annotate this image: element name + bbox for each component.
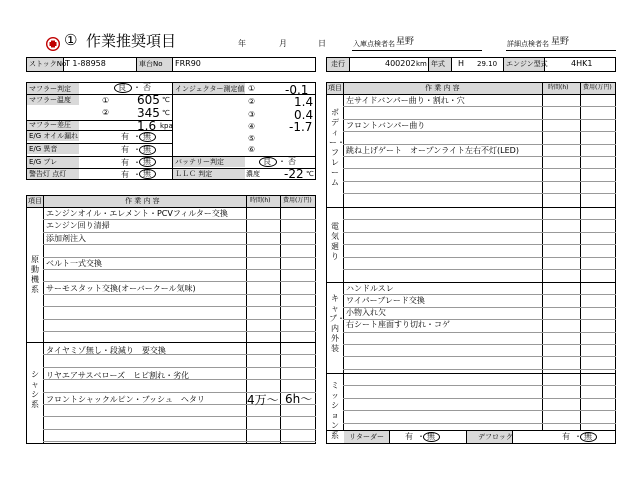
- inj-num-1: ①: [248, 84, 256, 93]
- table-rule: [343, 244, 616, 245]
- battery-label: バッテリー判定: [175, 158, 224, 166]
- right-col-cost: 費用(万円): [583, 84, 612, 91]
- oil-yes: 有: [121, 132, 129, 141]
- table-rule: [343, 168, 616, 169]
- mission-section-label: ミッション系: [331, 381, 339, 440]
- chassis-row-2: リヤエアサスベローズ ヒビ割れ・劣化: [46, 371, 190, 380]
- day-label: 日: [318, 39, 326, 48]
- engine-section-label: 原動機系: [31, 255, 39, 294]
- month-label: 月: [279, 39, 287, 48]
- inspector-label: 入庫点検者名: [353, 40, 395, 48]
- muffler-bad: 否: [143, 83, 151, 92]
- inj-num-5: ⑤: [248, 134, 256, 143]
- muffler-judge-label: マフラー判定: [29, 85, 71, 93]
- muffler-diff-label: マフラー差圧: [29, 121, 71, 129]
- electric-section-label: 電気廻り: [331, 222, 339, 261]
- injector-label: インジェクター測定値: [175, 85, 245, 93]
- engine-row-3: 添加剤注入: [46, 234, 86, 243]
- muffler-temp-label: マフラー温度: [29, 96, 71, 104]
- table-rule: [343, 269, 616, 270]
- noise-label: E/G 異音: [29, 145, 58, 153]
- sep-dot: ・: [133, 132, 141, 141]
- stock-label: ストックNo: [29, 60, 67, 68]
- chassis-row-1: タイヤミゾ無し・段減り 要交換: [46, 346, 166, 355]
- llc-value: -22: [284, 167, 304, 181]
- table-rule: [43, 257, 316, 258]
- battery-good: 良: [263, 157, 271, 166]
- llc-celsius: ℃: [306, 170, 314, 178]
- concentration-label: 濃度: [246, 170, 260, 178]
- celsius-1: ℃: [162, 96, 170, 104]
- chassis-time: 4万～: [247, 393, 279, 407]
- muffler-diff-value: 1.6: [137, 119, 157, 133]
- inj-num-6: ⑥: [248, 145, 256, 154]
- difflock-none: 無: [584, 432, 592, 441]
- noise-none: 無: [143, 145, 151, 154]
- brand-logo-icon: [46, 36, 60, 50]
- table-rule: [343, 369, 616, 370]
- table-rule: [343, 106, 616, 107]
- era-value: H: [458, 59, 465, 68]
- injector-1: -0.1: [285, 83, 309, 97]
- chassis-cost: 6h～: [285, 392, 313, 406]
- vib-none: 無: [143, 157, 151, 166]
- vibration-label: E/G ブレ: [29, 158, 58, 166]
- mileage-label: 走行: [331, 60, 345, 68]
- table-rule: [343, 344, 616, 345]
- table-rule: [343, 144, 616, 145]
- left-col-time: 時間(h): [250, 197, 271, 204]
- muffler-temp-2: 345: [137, 106, 160, 120]
- temp-num-1: ①: [102, 96, 110, 105]
- right-col-work: 作 業 内 容: [425, 84, 460, 92]
- sep-dot: ・: [133, 170, 141, 179]
- retarder-none: 無: [427, 432, 435, 441]
- table-rule: [43, 294, 316, 295]
- stock-value: T 1-88958: [65, 59, 106, 68]
- sep-dot: ・: [417, 432, 425, 441]
- injector-4: -1.7: [289, 120, 313, 134]
- inspector-name: 星野: [396, 37, 415, 47]
- injector-3: 0.4: [294, 108, 314, 122]
- celsius-2: ℃: [162, 109, 170, 117]
- body-row-1: 左サイドバンパー曲り・割れ・穴: [346, 96, 465, 105]
- engine-row-1: エンジンオイル・エレメント・PCVフィルター交換: [46, 209, 228, 218]
- body-row-2: フロントバンパー曲り: [346, 121, 426, 130]
- cab-row-4: 右シート座面すり切れ・コゲ: [346, 320, 450, 329]
- kpa-unit: kpa: [160, 122, 173, 130]
- engine-label: エンジン型式: [506, 60, 548, 68]
- engine-row-5: サーモスタット交換(オーバークール気味): [46, 284, 196, 293]
- table-rule: [343, 385, 616, 386]
- cab-row-2: ワイパーブレード交換: [346, 296, 425, 305]
- table-rule: [43, 219, 316, 220]
- table-rule: [43, 441, 316, 442]
- injector-2: 1.4: [294, 95, 314, 109]
- page-title: 作業推奨項目: [86, 32, 177, 50]
- year-model-value: 29.10: [477, 60, 498, 68]
- table-rule: [343, 232, 616, 233]
- table-rule: [343, 410, 616, 411]
- chassis-section-label: シャシ系: [31, 370, 39, 409]
- cab-row-1: ハンドルスレ: [346, 284, 394, 293]
- sep-dot: ・: [278, 157, 286, 166]
- table-rule: [343, 423, 616, 424]
- table-rule: [343, 131, 616, 132]
- detail-inspector-label: 詳細点検者名: [507, 40, 549, 48]
- table-rule: [343, 181, 616, 182]
- left-col-work: 作 業 内 容: [125, 197, 160, 205]
- muffler-good: 良: [118, 83, 126, 92]
- muffler-temp-1: 605: [137, 93, 160, 107]
- table-rule: [43, 331, 316, 332]
- chassis-row-3: フロントシャックルピン・ブッシュ ヘタリ: [46, 395, 205, 404]
- table-rule: [343, 257, 616, 258]
- table-rule: [343, 398, 616, 399]
- cab-section-label: キャブ・内外装: [329, 294, 345, 353]
- oil-none: 無: [143, 132, 151, 141]
- left-col-item: 項目: [28, 197, 42, 205]
- warn-yes: 有: [121, 170, 129, 179]
- oil-leak-label: E/G オイル漏れ: [29, 132, 79, 140]
- engine-row-4: ベルト一式交換: [46, 259, 102, 268]
- retarder-yes: 有: [405, 432, 413, 441]
- battery-bad: 否: [288, 157, 296, 166]
- retarder-label: リターダー: [349, 433, 384, 441]
- table-rule: [43, 306, 316, 307]
- model-value: FRR90: [175, 59, 201, 68]
- table-rule: [343, 119, 616, 120]
- warn-none: 無: [143, 169, 151, 178]
- year-model-label: 年式: [431, 60, 445, 68]
- table-rule: [343, 332, 616, 333]
- table-rule: [43, 244, 316, 245]
- table-rule: [343, 193, 616, 194]
- table-rule: [43, 232, 316, 233]
- engine-value: 4HK1: [571, 59, 593, 68]
- difflock-yes: 有: [562, 432, 570, 441]
- body-section-label: ボディー・フレーム: [329, 108, 345, 187]
- table-rule: [343, 356, 616, 357]
- mileage-unit: km: [416, 60, 427, 68]
- model-label: 車台No: [139, 60, 163, 68]
- sep-dot: ・: [133, 158, 141, 167]
- vib-yes: 有: [121, 158, 129, 167]
- sep-dot: ・: [133, 83, 141, 92]
- table-rule: [43, 429, 316, 430]
- sep-dot: ・: [133, 145, 141, 154]
- circle-number: ①: [64, 31, 78, 49]
- warning-light-label: 警告灯 点灯: [29, 170, 67, 178]
- right-col-item: 項目: [328, 84, 342, 92]
- inj-num-3: ③: [248, 110, 256, 119]
- table-rule: [43, 281, 316, 282]
- cab-row-3: 小物入れ欠: [346, 308, 386, 317]
- table-rule: [343, 219, 616, 220]
- noise-yes: 有: [121, 145, 129, 154]
- table-rule: [343, 156, 616, 157]
- inj-num-2: ②: [248, 97, 256, 106]
- llc-label: ＬＬＣ 判定: [175, 170, 213, 178]
- diff-lock-label: デフロック: [478, 433, 513, 441]
- mileage-value: 400202: [385, 59, 416, 68]
- sep-dot: ・: [574, 432, 582, 441]
- table-rule: [43, 269, 316, 270]
- inj-num-4: ④: [248, 122, 256, 131]
- table-rule: [43, 367, 316, 368]
- table-rule: [43, 319, 316, 320]
- right-col-time: 時間(h): [548, 84, 569, 91]
- detail-inspector-name: 星野: [551, 37, 570, 47]
- engine-row-2: エンジン回り清掃: [46, 221, 110, 230]
- temp-num-2: ②: [102, 108, 110, 117]
- body-row-3: 跳ね上げゲート オープンライト左右不灯(LED): [346, 146, 519, 155]
- table-rule: [343, 294, 616, 295]
- left-col-cost: 費用(万円): [283, 197, 312, 204]
- year-label: 年: [238, 39, 246, 48]
- table-rule: [43, 416, 316, 417]
